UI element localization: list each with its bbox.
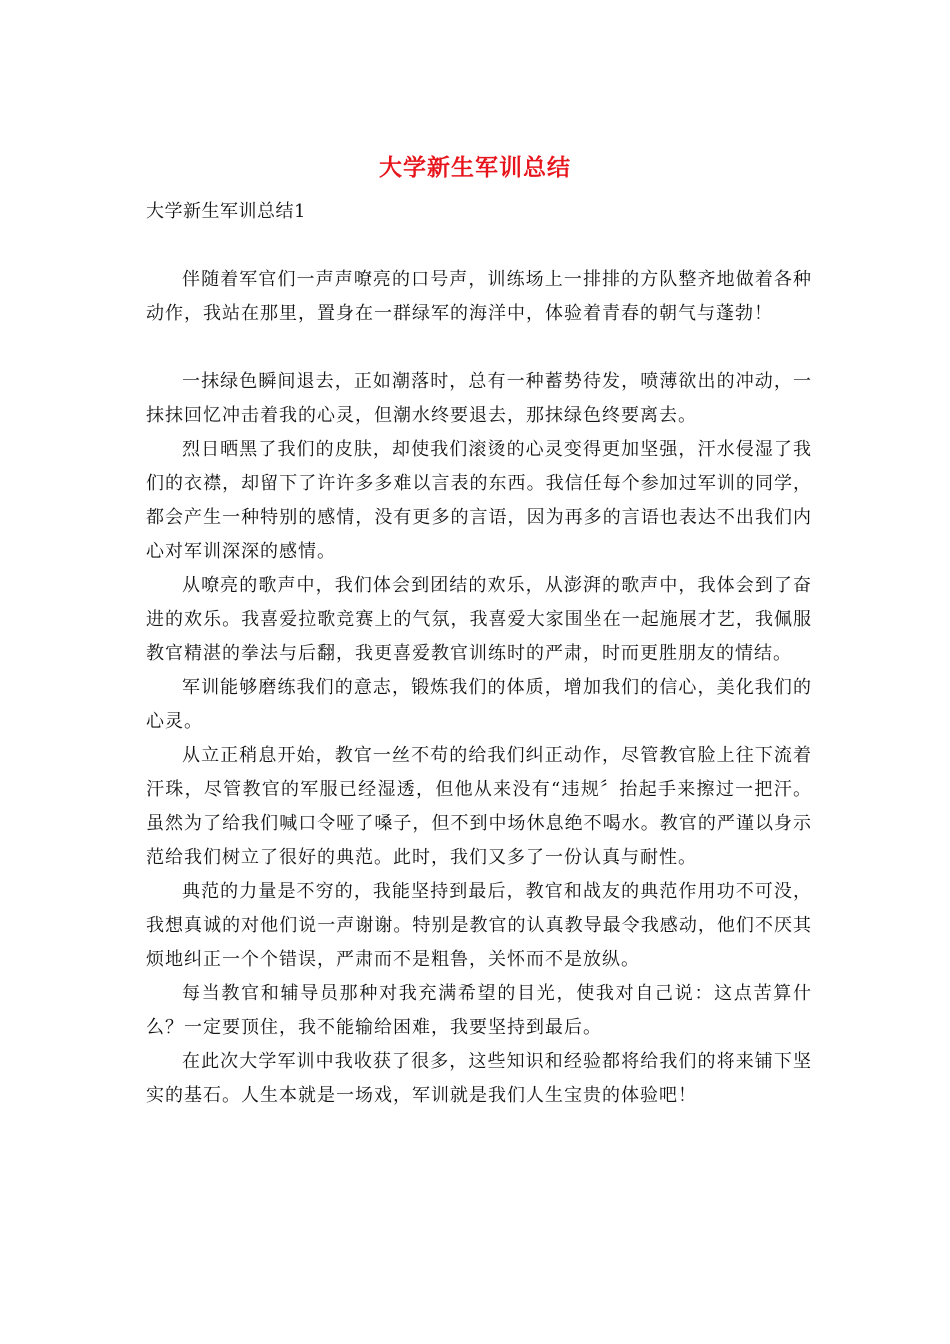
document-subtitle: 大学新生军训总结1 [146, 201, 306, 222]
paragraph-3: 烈日晒黑了我们的皮肤，却使我们滚烫的心灵变得更加坚强，汗水侵湿了我们的衣襟，却留下了许许多多难以言表的东西。我信任每个参加过军训的同学，都会产生一种特别的感情，没有更多的言语，因为再多的言语也表达不出我们内心对军训深深的感情。 [146, 439, 812, 562]
paragraph-8: 每当教官和辅导员那种对我充满希望的目光，使我对自己说：这点苦算什么？一定要顶住，我不能输给困难，我要坚持到最后。 [146, 983, 812, 1038]
paragraph-2: 一抹绿色瞬间退去，正如潮落时，总有一种蓄势待发，喷薄欲出的冲动，一抹抹回忆冲击着我的心灵，但潮水终要退去，那抹绿色终要离去。 [146, 371, 812, 426]
paragraph-5: 军训能够磨练我们的意志，锻炼我们的体质，增加我们的信心，美化我们的心灵。 [146, 677, 812, 732]
document-body [146, 263, 812, 1113]
document-title: 大学新生军训总结 [379, 154, 571, 181]
paragraph-1: 伴随着军官们一声声嘹亮的口号声，训练场上一排排的方队整齐地做着各种动作，我站在那里，置身在一群绿军的海洋中，体验着青春的朝气与蓬勃！ [146, 269, 812, 324]
paragraph-4: 从嘹亮的歌声中，我们体会到团结的欢乐，从澎湃的歌声中，我体会到了奋进的欢乐。我喜爱拉歌竞赛上的气氛，我喜爱大家围坐在一起施展才艺，我佩服教官精湛的拳法与后翻，我更喜爱教官训练时的严肃，时而更胜朋友的情结。 [146, 575, 812, 664]
paragraph-9: 在此次大学军训中我收获了很多，这些知识和经验都将给我们的将来铺下坚实的基石。人生本就是一场戏，军训就是我们人生宝贵的体验吧！ [146, 1051, 812, 1106]
paragraph-7: 典范的力量是不穷的，我能坚持到最后，教官和战友的典范作用功不可没，我想真诚的对他们说一声谢谢。特别是教官的认真教导最令我感动，他们不厌其烦地纠正一个个错误，严肃而不是粗鲁，关怀而不是放纵。 [146, 881, 812, 970]
paragraph-6: 从立正稍息开始，教官一丝不苟的给我们纠正动作，尽管教官脸上往下流着汗珠，尽管教官的军服已经湿透，但他从来没有“违规〞抬起手来擦过一把汗。虽然为了给我们喊口令哑了嗓子，但不到中场休息绝不喝水。教官的严谨以身示范给我们树立了很好的典范。此时，我们又多了一份认真与耐性。 [146, 745, 812, 868]
